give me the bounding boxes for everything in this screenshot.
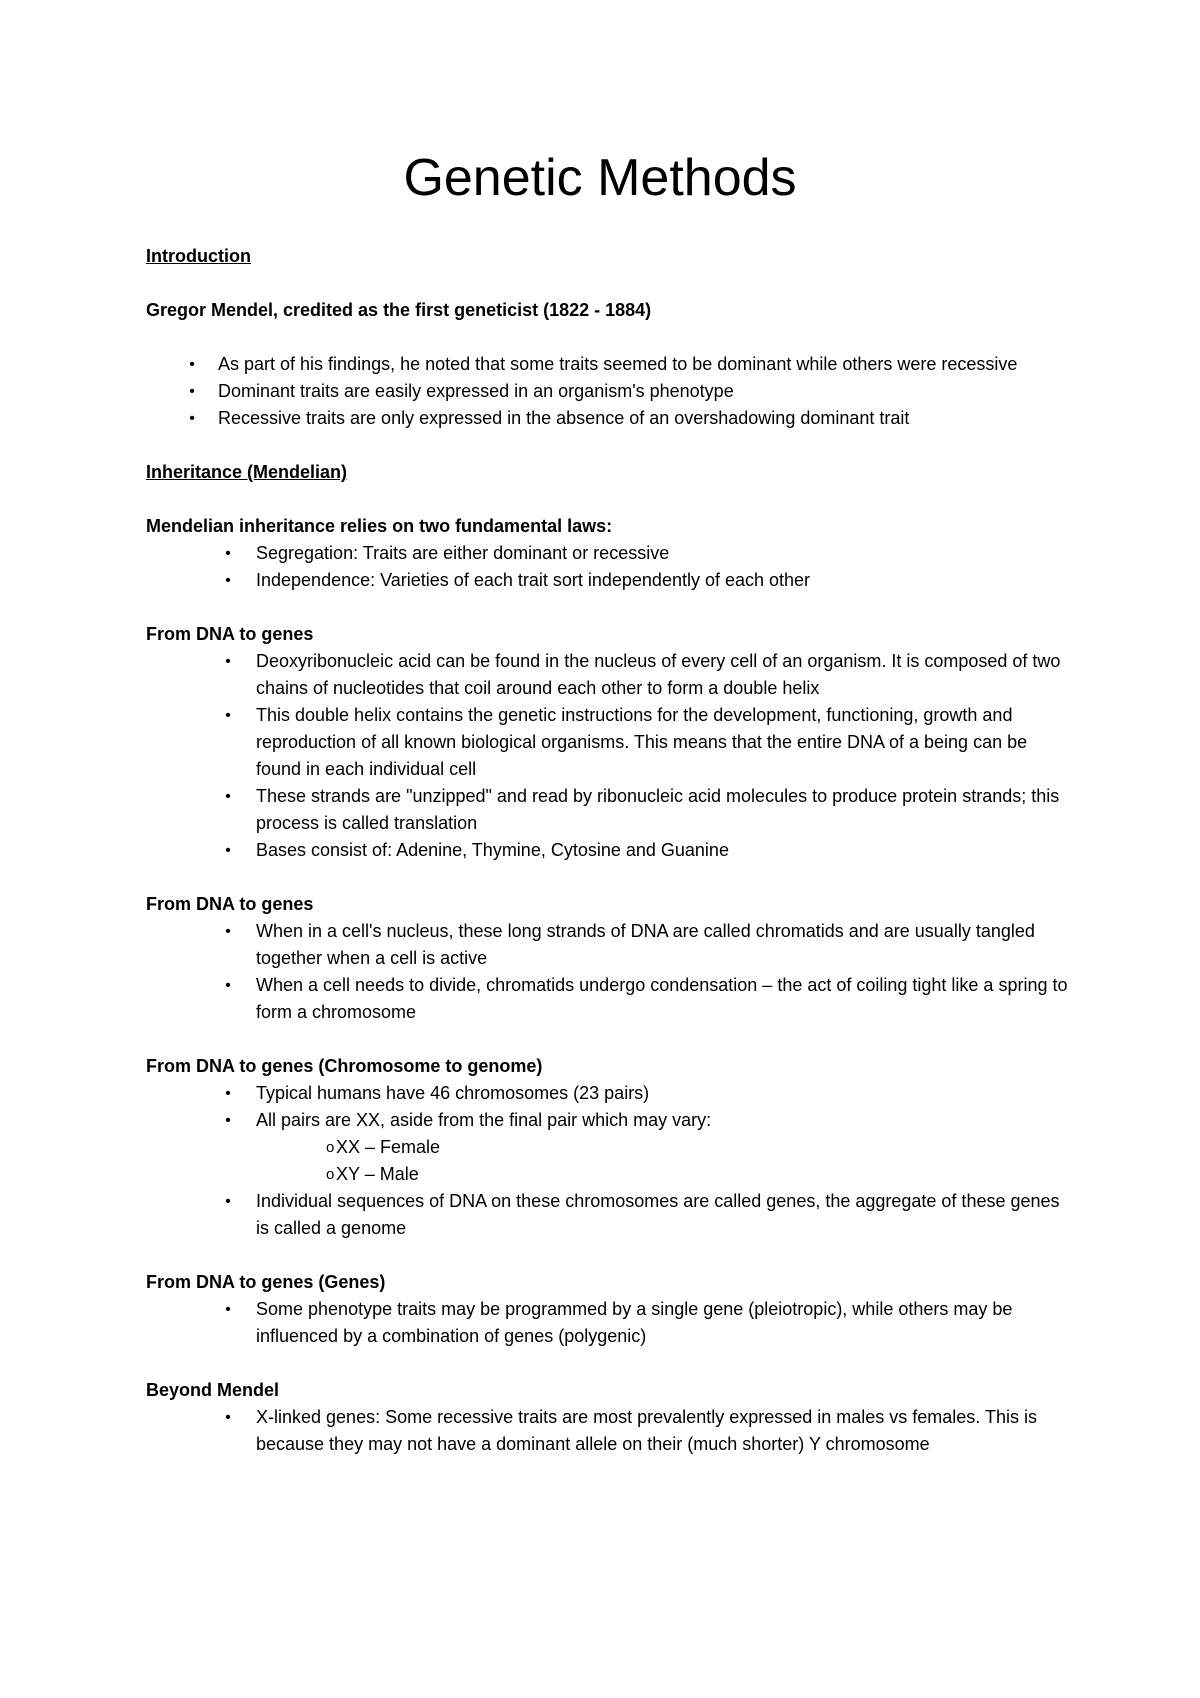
list-item bbox=[146, 378, 1076, 405]
sub-list-item-text: XX – Female bbox=[336, 1137, 441, 1157]
bullet-icon: • bbox=[225, 1193, 231, 1210]
list-item-text: Deoxyribonucleic acid can be found in the nucleus of every cell of an organism. It is composed of two chains of nucleotides that coil around each other to form a double helix bbox=[256, 651, 1061, 698]
list-item bbox=[146, 540, 1076, 567]
sub-list-item-text: XY – Male bbox=[336, 1164, 419, 1184]
document-title: Genetic Methods bbox=[403, 149, 797, 207]
section-heading-inheritance: Inheritance (Mendelian) bbox=[146, 462, 348, 482]
list-item bbox=[146, 837, 1076, 864]
list-item-text: As part of his findings, he noted that some traits seemed to be dominant while others were recessive bbox=[218, 354, 1018, 374]
list-item-text: When in a cell's nucleus, these long strands of DNA are called chromatids and are usually tangled together when a cell is active bbox=[256, 921, 1035, 968]
list-item bbox=[146, 405, 1076, 432]
list-item bbox=[146, 351, 1076, 378]
bullet-icon: • bbox=[225, 1085, 231, 1102]
bullet-icon: • bbox=[225, 842, 231, 859]
list-item-text: All pairs are XX, aside from the final pair which may vary: bbox=[256, 1110, 712, 1130]
bullet-icon: • bbox=[225, 788, 231, 805]
list-item-text: Segregation: Traits are either dominant or recessive bbox=[256, 543, 670, 563]
bullet-icon: • bbox=[225, 572, 231, 589]
list-item-text: Individual sequences of DNA on these chromosomes are called genes, the aggregate of these genes is called a genome bbox=[256, 1191, 1060, 1238]
bullet-icon: • bbox=[225, 977, 231, 994]
bullet-list bbox=[146, 648, 1076, 864]
list-item-text: Independence: Varieties of each trait sort independently of each other bbox=[256, 570, 811, 590]
bullet-icon: • bbox=[189, 383, 195, 400]
subheading-dna-to-genes: From DNA to genes bbox=[146, 624, 314, 644]
bullet-list bbox=[146, 1296, 1076, 1350]
sub-bullet-icon: o bbox=[326, 1166, 335, 1183]
list-item-text: Bases consist of: Adenine, Thymine, Cytosine and Guanine bbox=[256, 840, 729, 860]
bullet-icon: • bbox=[189, 356, 195, 373]
bullet-icon: • bbox=[189, 410, 195, 427]
bullet-icon: • bbox=[225, 653, 231, 670]
bullet-list bbox=[146, 1080, 1076, 1242]
list-item bbox=[146, 918, 1076, 972]
bullet-icon: • bbox=[225, 1112, 231, 1129]
sub-bullet-icon: o bbox=[326, 1139, 335, 1156]
list-item bbox=[146, 1107, 1076, 1188]
subheading-dna-to-genes: From DNA to genes bbox=[146, 894, 314, 914]
list-item bbox=[146, 1296, 1076, 1350]
sub-bullet-list bbox=[256, 1134, 1076, 1188]
bullet-list bbox=[146, 1404, 1076, 1458]
bullet-icon: • bbox=[225, 923, 231, 940]
subheading-beyond-mendel: Beyond Mendel bbox=[146, 1380, 280, 1400]
sub-list-item bbox=[146, 1161, 1076, 1188]
section-heading-introduction: Introduction bbox=[146, 246, 251, 266]
list-item bbox=[146, 567, 1076, 594]
list-item-text: X-linked genes: Some recessive traits are most prevalently expressed in males vs females. This is because they may not have a dominant allele on their (much shorter) Y chromosome bbox=[256, 1407, 1037, 1454]
bullet-list bbox=[146, 540, 1076, 594]
subheading-chromosome-to-genome: From DNA to genes (Chromosome to genome) bbox=[146, 1056, 543, 1076]
bullet-list bbox=[146, 918, 1076, 1026]
list-item bbox=[146, 648, 1076, 702]
list-item bbox=[146, 972, 1076, 1026]
list-item bbox=[146, 1080, 1076, 1107]
bullet-icon: • bbox=[225, 1301, 231, 1318]
list-item-text: Dominant traits are easily expressed in an organism's phenotype bbox=[218, 381, 734, 401]
bullet-icon: • bbox=[225, 545, 231, 562]
subheading-genes: From DNA to genes (Genes) bbox=[146, 1272, 386, 1292]
list-item-text: When a cell needs to divide, chromatids undergo condensation – the act of coiling tight like a spring to form a chromosome bbox=[256, 975, 1068, 1022]
bullet-list bbox=[146, 351, 1076, 432]
list-item bbox=[146, 1404, 1076, 1458]
bullet-icon: • bbox=[225, 1409, 231, 1426]
list-item-text: These strands are "unzipped" and read by ribonucleic acid molecules to produce protein strands; this process is called translation bbox=[256, 786, 1060, 833]
list-item bbox=[146, 783, 1076, 837]
list-item-text: Some phenotype traits may be programmed by a single gene (pleiotropic), while others may be influenced by a combination of genes (polygenic) bbox=[256, 1299, 1013, 1346]
subheading-mendelian-laws: Mendelian inheritance relies on two fundamental laws: bbox=[146, 516, 613, 536]
list-item bbox=[146, 702, 1076, 783]
list-item-text: This double helix contains the genetic instructions for the development, functioning, growth and reproduction of all known biological organisms. This means that the entire DNA of a being can be found in each individual cell bbox=[256, 705, 1028, 779]
bullet-icon: • bbox=[225, 707, 231, 724]
list-item bbox=[146, 1188, 1076, 1242]
sub-list-item bbox=[146, 1134, 1076, 1161]
document-body bbox=[146, 243, 1076, 1458]
subheading-gregor-mendel: Gregor Mendel, credited as the first geneticist (1822 - 1884) bbox=[146, 300, 652, 320]
list-item-text: Typical humans have 46 chromosomes (23 pairs) bbox=[256, 1083, 650, 1103]
list-item-text: Recessive traits are only expressed in the absence of an overshadowing dominant trait bbox=[218, 408, 910, 428]
